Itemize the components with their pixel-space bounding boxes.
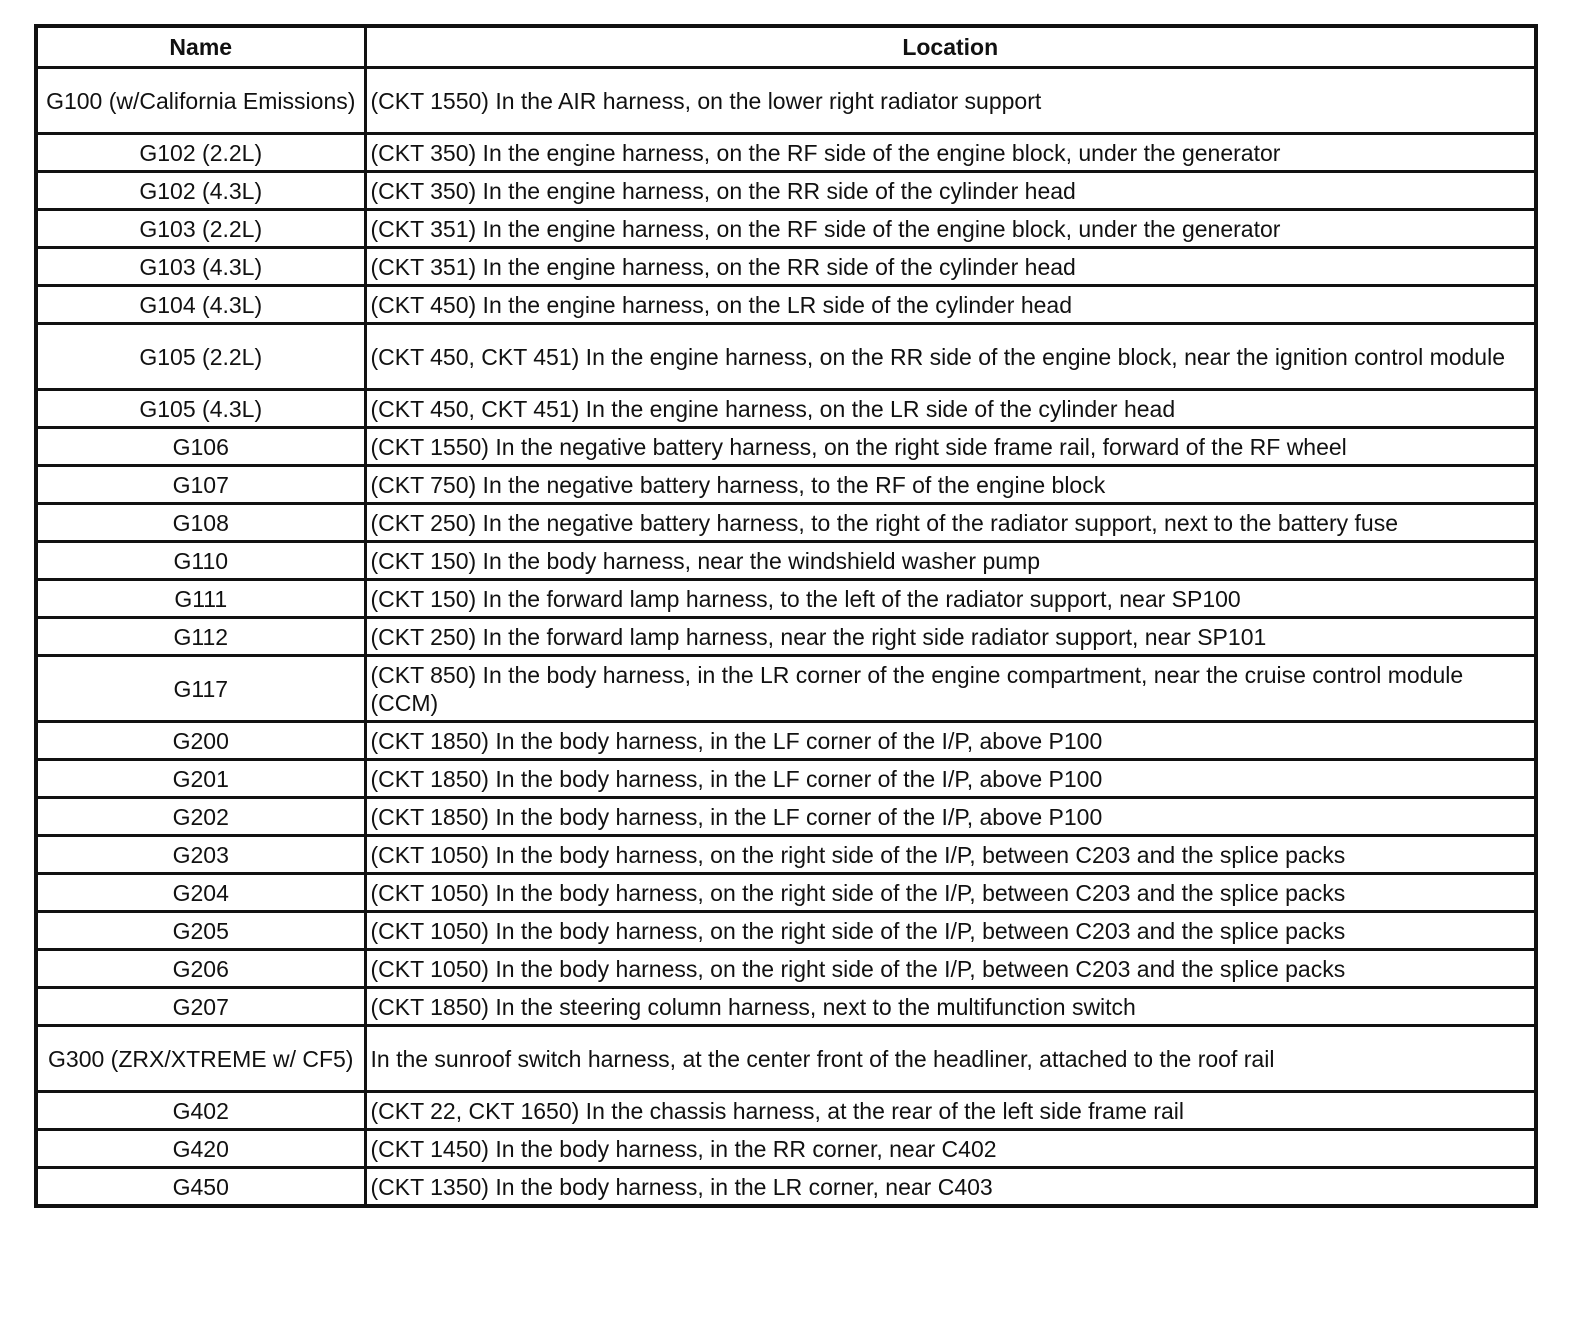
table-row [36, 466, 1536, 504]
ground-location: (CKT 1350) In the body harness, in the LR corner, near C403 [365, 1168, 1536, 1207]
ground-location: (CKT 351) In the engine harness, on the RF side of the engine block, under the generator [365, 210, 1536, 248]
table-row [36, 618, 1536, 656]
ground-location: (CKT 1850) In the body harness, in the LF corner of the I/P, above P100 [365, 760, 1536, 798]
ground-name: G402 [36, 1092, 365, 1130]
ground-name: G103 (2.2L) [36, 210, 365, 248]
ground-name: G420 [36, 1130, 365, 1168]
ground-location: (CKT 450, CKT 451) In the engine harness, on the LR side of the cylinder head [365, 390, 1536, 428]
ground-location: (CKT 350) In the engine harness, on the RF side of the engine block, under the generator [365, 134, 1536, 172]
ground-name: G100 (w/California Emissions) [36, 68, 365, 134]
ground-location: (CKT 250) In the forward lamp harness, near the right side radiator support, near SP101 [365, 618, 1536, 656]
ground-name: G450 [36, 1168, 365, 1207]
table-row [36, 68, 1536, 134]
ground-name: G105 (2.2L) [36, 324, 365, 390]
table-row [36, 836, 1536, 874]
table-row [36, 542, 1536, 580]
table-row [36, 798, 1536, 836]
table-row [36, 248, 1536, 286]
header-row [36, 26, 1536, 68]
table-row [36, 1026, 1536, 1092]
ground-location: (CKT 1850) In the body harness, in the LF corner of the I/P, above P100 [365, 722, 1536, 760]
table-row [36, 172, 1536, 210]
ground-location: (CKT 450) In the engine harness, on the LR side of the cylinder head [365, 286, 1536, 324]
ground-location: (CKT 350) In the engine harness, on the RR side of the cylinder head [365, 172, 1536, 210]
table-row [36, 1168, 1536, 1207]
header-location: Location [365, 26, 1536, 68]
table-row [36, 760, 1536, 798]
table-row [36, 324, 1536, 390]
ground-location: (CKT 1550) In the AIR harness, on the lower right radiator support [365, 68, 1536, 134]
ground-location: (CKT 1050) In the body harness, on the right side of the I/P, between C203 and the splice packs [365, 874, 1536, 912]
table-row [36, 912, 1536, 950]
ground-name: G105 (4.3L) [36, 390, 365, 428]
table-row [36, 210, 1536, 248]
ground-name: G201 [36, 760, 365, 798]
ground-name: G103 (4.3L) [36, 248, 365, 286]
table-row [36, 504, 1536, 542]
ground-location: (CKT 351) In the engine harness, on the RR side of the cylinder head [365, 248, 1536, 286]
table-row [36, 428, 1536, 466]
table-row [36, 1130, 1536, 1168]
ground-location: (CKT 150) In the forward lamp harness, to the left of the radiator support, near SP100 [365, 580, 1536, 618]
table-row [36, 722, 1536, 760]
ground-name: G202 [36, 798, 365, 836]
ground-name: G106 [36, 428, 365, 466]
ground-location: (CKT 1550) In the negative battery harness, on the right side frame rail, forward of the RF wheel [365, 428, 1536, 466]
ground-location: (CKT 1050) In the body harness, on the right side of the I/P, between C203 and the splice packs [365, 950, 1536, 988]
ground-name: G203 [36, 836, 365, 874]
header-name: Name [36, 26, 365, 68]
ground-name: G112 [36, 618, 365, 656]
ground-locations-table [34, 24, 1538, 1208]
table-row [36, 988, 1536, 1026]
table-row [36, 390, 1536, 428]
ground-location: (CKT 850) In the body harness, in the LR corner of the engine compartment, near the cruise control module (CCM) [365, 656, 1536, 722]
ground-name: G104 (4.3L) [36, 286, 365, 324]
table-row [36, 1092, 1536, 1130]
ground-name: G207 [36, 988, 365, 1026]
ground-name: G117 [36, 656, 365, 722]
ground-location: (CKT 150) In the body harness, near the windshield washer pump [365, 542, 1536, 580]
ground-location: (CKT 1850) In the body harness, in the LF corner of the I/P, above P100 [365, 798, 1536, 836]
ground-location: (CKT 1050) In the body harness, on the right side of the I/P, between C203 and the splice packs [365, 912, 1536, 950]
ground-name: G110 [36, 542, 365, 580]
ground-location: (CKT 450, CKT 451) In the engine harness, on the RR side of the engine block, near the ignition control module [365, 324, 1536, 390]
table-row [36, 874, 1536, 912]
ground-name: G204 [36, 874, 365, 912]
ground-location: (CKT 750) In the negative battery harness, to the RF of the engine block [365, 466, 1536, 504]
ground-location: (CKT 1850) In the steering column harness, next to the multifunction switch [365, 988, 1536, 1026]
ground-name: G205 [36, 912, 365, 950]
ground-name: G111 [36, 580, 365, 618]
ground-name: G206 [36, 950, 365, 988]
ground-location: (CKT 250) In the negative battery harness, to the right of the radiator support, next to the battery fuse [365, 504, 1536, 542]
ground-name: G107 [36, 466, 365, 504]
table-row [36, 286, 1536, 324]
ground-name: G200 [36, 722, 365, 760]
ground-name: G102 (2.2L) [36, 134, 365, 172]
table-row [36, 950, 1536, 988]
ground-location: (CKT 1450) In the body harness, in the RR corner, near C402 [365, 1130, 1536, 1168]
table-row [36, 580, 1536, 618]
table-row [36, 134, 1536, 172]
ground-name: G102 (4.3L) [36, 172, 365, 210]
table-row [36, 656, 1536, 722]
ground-location: (CKT 22, CKT 1650) In the chassis harness, at the rear of the left side frame rail [365, 1092, 1536, 1130]
ground-name: G108 [36, 504, 365, 542]
ground-location: (CKT 1050) In the body harness, on the right side of the I/P, between C203 and the splice packs [365, 836, 1536, 874]
ground-location: In the sunroof switch harness, at the center front of the headliner, attached to the roof rail [365, 1026, 1536, 1092]
ground-name: G300 (ZRX/XTREME w/ CF5) [36, 1026, 365, 1092]
